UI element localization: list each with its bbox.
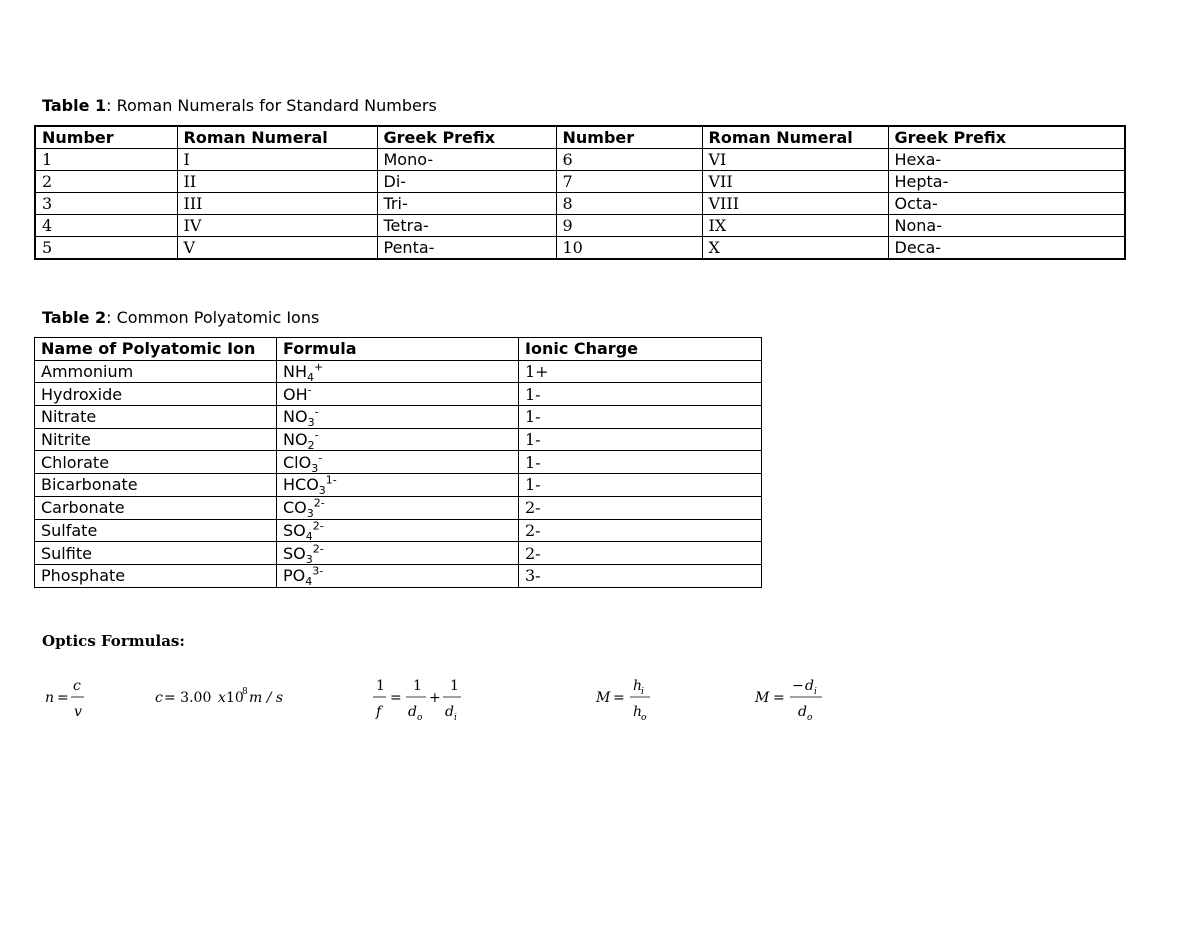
table1-header-cell: Roman Numeral — [702, 126, 888, 149]
formula-subscript: 4 — [307, 371, 314, 383]
ion-formula-cell — [277, 360, 519, 383]
ion-formula-cell — [277, 406, 519, 429]
table1-cell: Nona- — [888, 215, 1125, 237]
formula-base: HCO — [283, 475, 319, 495]
table2-row — [35, 383, 762, 406]
table1-cell: 4 — [35, 215, 177, 237]
table2-header-cell: Formula — [277, 338, 519, 361]
formula5-den: d — [798, 704, 807, 720]
formula-magnification-height — [595, 678, 650, 723]
formula4-lhs: M — [596, 690, 611, 706]
ion-formula-cell — [277, 564, 519, 587]
table1-cell: Hepta- — [888, 171, 1125, 193]
table1-cell: Mono- — [377, 149, 556, 171]
formula2-ten: 10 — [226, 690, 244, 706]
table1-cell: III — [177, 193, 377, 215]
table1-cell: Tri- — [377, 193, 556, 215]
table1-cell: V — [177, 237, 377, 260]
formula3-b-den: d — [445, 704, 454, 720]
table2-body — [35, 360, 762, 587]
optics-formulas-title: Optics Formulas: — [42, 632, 185, 650]
formula-base: CO — [283, 498, 307, 518]
ion-name-cell: Sulfite — [35, 542, 277, 565]
formula1-den: v — [74, 704, 82, 720]
table1-cell: IV — [177, 215, 377, 237]
table1-cell: Tetra- — [377, 215, 556, 237]
table2-header-cell: Ionic Charge — [519, 338, 762, 361]
formula-superscript: 2- — [312, 542, 324, 556]
ion-charge-cell: 1- — [519, 474, 762, 497]
table1-cell: 3 — [35, 193, 177, 215]
formula3-b-sub: i — [454, 713, 457, 723]
table1-cell: VI — [702, 149, 888, 171]
formula3-lhs-den: f — [376, 704, 382, 720]
formula-base: SO — [283, 520, 306, 540]
ion-charge-cell: 1- — [519, 451, 762, 474]
formula-subscript: 3 — [311, 461, 319, 474]
formula1-eq: = — [57, 690, 69, 706]
formula-base: NO — [283, 407, 308, 427]
table1-cell: VII — [702, 171, 888, 193]
ion-name-cell: Hydroxide — [35, 383, 277, 406]
table1-row — [35, 193, 1125, 215]
table2-row — [35, 406, 762, 429]
formula-subscript: 4 — [305, 575, 313, 588]
formula3-a-sub: o — [417, 713, 423, 723]
ion-name-cell: Chlorate — [35, 451, 277, 474]
table1-row — [35, 237, 1125, 260]
table1-cell: 5 — [35, 237, 177, 260]
formula-base: SO — [283, 543, 306, 563]
ion-name-cell: Bicarbonate — [35, 474, 277, 497]
table1-cell: 2 — [35, 171, 177, 193]
table1-cell: Octa- — [888, 193, 1125, 215]
polyatomic-ions-table — [34, 337, 762, 588]
formula-superscript: - — [314, 428, 319, 442]
table1-cell: X — [702, 237, 888, 260]
table1-cell: Di- — [377, 171, 556, 193]
ion-name-cell: Ammonium — [35, 360, 277, 383]
table2-header-row — [35, 338, 762, 361]
table1-cell: 1 — [35, 149, 177, 171]
formula1-lhs: n — [45, 690, 55, 706]
formula3-b-num: 1 — [450, 678, 459, 694]
formula-subscript: 2 — [307, 439, 315, 451]
table2-row — [35, 519, 762, 542]
ion-name-cell: Sulfate — [35, 519, 277, 542]
formula4-eq: = — [613, 690, 625, 706]
formula-superscript: - — [314, 406, 319, 420]
formula-base: NO — [283, 430, 308, 450]
table2-caption-text: : Common Polyatomic Ions — [106, 308, 320, 327]
formula3-a-num: 1 — [413, 678, 422, 694]
ion-name-cell: Phosphate — [35, 564, 277, 587]
table1-cell: VIII — [702, 193, 888, 215]
formula2-exponent: 8 — [242, 687, 248, 697]
table1-cell: Penta- — [377, 237, 556, 260]
table2-caption-label: Table 2 — [42, 308, 107, 327]
ion-charge-cell: 1+ — [519, 360, 762, 383]
table1-cell: 8 — [556, 193, 702, 215]
table1-header-cell: Greek Prefix — [888, 126, 1125, 149]
table1-row — [35, 171, 1125, 193]
ion-formula-cell — [277, 383, 519, 406]
ion-formula-cell — [277, 451, 519, 474]
table1-cell: I — [177, 149, 377, 171]
formula-base: PO — [283, 566, 306, 586]
formula-superscript: 2- — [313, 496, 325, 510]
formula-base: ClO — [283, 452, 312, 472]
ion-formula-cell — [277, 542, 519, 565]
table1-header-row — [35, 126, 1125, 149]
formula-superscript: 2- — [312, 519, 324, 533]
formula2-x: x — [218, 690, 226, 706]
formula-subscript: 3 — [305, 552, 313, 565]
formula-subscript: 3 — [318, 484, 326, 497]
formula4-den: h — [633, 704, 643, 720]
table1-body — [35, 149, 1125, 260]
formula-thin-lens — [373, 678, 461, 723]
table1-caption-text: : Roman Numerals for Standard Numbers — [106, 96, 437, 115]
ion-charge-cell: 1- — [519, 428, 762, 451]
table2-row — [35, 542, 762, 565]
table2-caption — [42, 308, 319, 327]
ion-charge-cell: 2- — [519, 496, 762, 519]
table2-row — [35, 564, 762, 587]
formula5-minus: − — [792, 678, 804, 694]
formula-subscript: 3 — [306, 507, 314, 519]
formula-index-of-refraction — [45, 678, 84, 720]
table1-header-cell: Number — [556, 126, 702, 149]
formula5-lhs: M — [755, 690, 770, 706]
roman-numerals-table — [34, 125, 1126, 260]
formula-base: OH — [283, 384, 308, 404]
formula5-eq: = — [773, 690, 785, 706]
table1-cell: 6 — [556, 149, 702, 171]
table1-row — [35, 215, 1125, 237]
formula5-num-sub: i — [814, 687, 817, 697]
table1-header-cell: Greek Prefix — [377, 126, 556, 149]
ion-formula-cell — [277, 519, 519, 542]
formula1-num: c — [73, 678, 81, 694]
formula3-plus: + — [429, 690, 441, 706]
formula4-num: h — [633, 678, 643, 694]
formula2-units: m / s — [249, 690, 284, 706]
formula3-eq: = — [390, 690, 402, 706]
formula3-a-den: d — [408, 704, 417, 720]
ion-name-cell: Nitrate — [35, 406, 277, 429]
formula3-lhs-num: 1 — [376, 678, 385, 694]
formula4-num-sub: i — [641, 687, 644, 697]
table2-row — [35, 496, 762, 519]
table1-header-cell: Number — [35, 126, 177, 149]
formula4-den-sub: o — [641, 713, 647, 723]
table2-row — [35, 451, 762, 474]
ion-charge-cell: 3- — [519, 564, 762, 587]
formula5-den-sub: o — [807, 713, 813, 723]
formula-speed-of-light — [155, 687, 283, 706]
formula-superscript: - — [318, 451, 323, 465]
ion-charge-cell: 1- — [519, 383, 762, 406]
ion-formula-cell — [277, 496, 519, 519]
formula-base: NH — [283, 362, 307, 382]
table1-row — [35, 149, 1125, 171]
table1-cell: 9 — [556, 215, 702, 237]
table1-cell: IX — [702, 215, 888, 237]
formula-subscript: 3 — [307, 416, 315, 429]
ion-formula-cell — [277, 428, 519, 451]
table2-header-cell: Name of Polyatomic Ion — [35, 338, 277, 361]
ion-name-cell: Carbonate — [35, 496, 277, 519]
table1-cell: Deca- — [888, 237, 1125, 260]
table2-row — [35, 428, 762, 451]
table1-caption — [42, 96, 437, 115]
table2-row — [35, 474, 762, 497]
formula2-value: = 3.00 — [164, 690, 212, 706]
formula-subscript: 4 — [305, 530, 313, 542]
table1-header-cell: Roman Numeral — [177, 126, 377, 149]
formula-superscript: - — [307, 383, 312, 397]
table1-cell: Hexa- — [888, 149, 1125, 171]
ion-charge-cell: 1- — [519, 406, 762, 429]
table1-cell: 10 — [556, 237, 702, 260]
formula-superscript: 3- — [312, 564, 324, 578]
table1-cell: 7 — [556, 171, 702, 193]
table1-cell: II — [177, 171, 377, 193]
ion-formula-cell — [277, 474, 519, 497]
ion-name-cell: Nitrite — [35, 428, 277, 451]
table2-row — [35, 360, 762, 383]
formula-superscript: 1- — [325, 474, 337, 488]
formula5-num: d — [805, 678, 814, 694]
table1-caption-label: Table 1 — [42, 96, 107, 115]
formula-magnification-distance — [754, 678, 822, 723]
ion-charge-cell: 2- — [519, 519, 762, 542]
formula-superscript: + — [314, 360, 324, 374]
formula2-c: c — [155, 690, 163, 706]
ion-charge-cell: 2- — [519, 542, 762, 565]
